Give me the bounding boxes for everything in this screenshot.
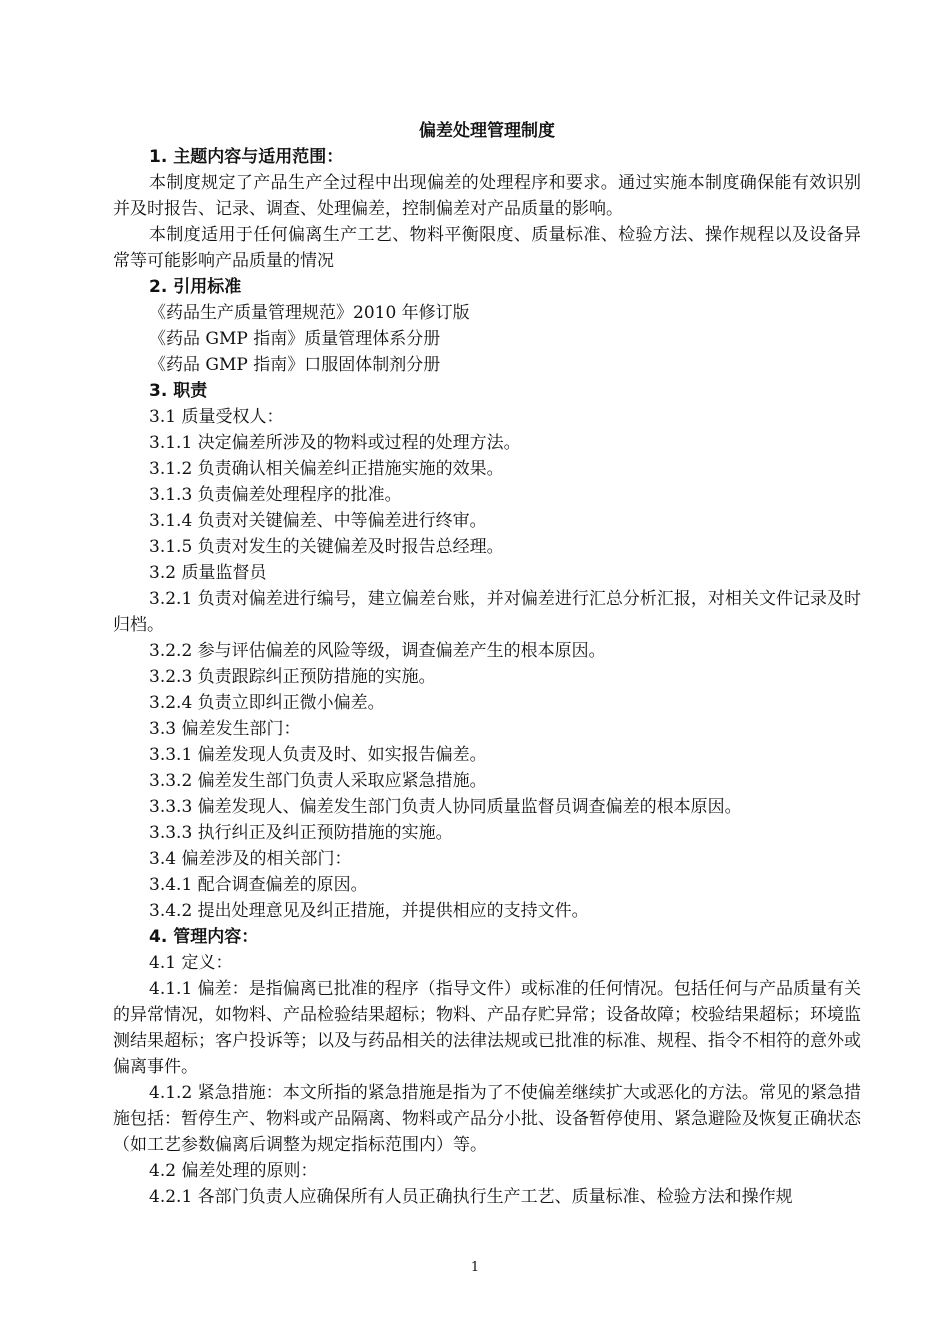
- paragraph: 3.1.5 负责对发生的关键偏差及时报告总经理。: [149, 537, 504, 557]
- paragraph: 3.2.2 参与评估偏差的风险等级，调查偏差产生的根本原因。: [149, 641, 606, 661]
- paragraph: 3.2.3 负责跟踪纠正预防措施的实施。: [149, 667, 436, 687]
- paragraph: 3.3 偏差发生部门：: [149, 719, 301, 739]
- section-heading: 1. 主题内容与适用范围：: [149, 147, 344, 167]
- paragraph: 4.1 定义：: [149, 953, 233, 973]
- paragraph: 3.2.1 负责对偏差进行编号，建立偏差台账，并对偏差进行汇总分析汇报，对相关文件记录及时归档。: [113, 589, 861, 635]
- paragraph: 本制度适用于任何偏离生产工艺、物料平衡限度、质量标准、检验方法、操作规程以及设备异常等可能影响产品质量的情况: [113, 225, 861, 271]
- paragraph: 4.2.1 各部门负责人应确保所有人员正确执行生产工艺、质量标准、检验方法和操作规: [149, 1187, 793, 1207]
- paragraph: 3.1.4 负责对关键偏差、中等偏差进行终审。: [149, 511, 487, 531]
- paragraph: 3.1 质量受权人：: [149, 407, 284, 427]
- paragraph: 3.4 偏差涉及的相关部门：: [149, 849, 352, 869]
- page-number: 1: [470, 1260, 480, 1275]
- paragraph: 《药品生产质量管理规范》2010 年修订版: [149, 303, 470, 323]
- paragraph: 3.3.3 执行纠正及纠正预防措施的实施。: [149, 823, 453, 843]
- paragraph: 3.3.1 偏差发现人负责及时、如实报告偏差。: [149, 745, 487, 765]
- paragraph: 《药品 GMP 指南》口服固体制剂分册: [149, 355, 441, 375]
- paragraph: 3.3.2 偏差发生部门负责人采取应紧急措施。: [149, 771, 487, 791]
- paragraph: 3.2 质量监督员: [149, 563, 267, 583]
- paragraph: 3.3.3 偏差发现人、偏差发生部门负责人协同质量监督员调查偏差的根本原因。: [149, 797, 742, 817]
- paragraph: 《药品 GMP 指南》质量管理体系分册: [149, 329, 441, 349]
- section-heading: 3. 职责: [149, 381, 208, 401]
- document-body: [113, 144, 861, 1210]
- paragraph: 4.1.1 偏差：是指偏离已批准的程序（指导文件）或标准的任何情况。包括任何与产品质量有关的异常情况，如物料、产品检验结果超标；物料、产品存贮异常；设备故障；校验结果超标；环境监测结果超标；客户投诉等；以及与药品相关的法律法规或已批准的标准、规程、指令不相符的意外或偏离事件。: [113, 979, 861, 1077]
- paragraph: 3.4.1 配合调查偏差的原因。: [149, 875, 368, 895]
- section-heading: 4. 管理内容：: [149, 927, 259, 947]
- paragraph: 4.2 偏差处理的原则：: [149, 1161, 318, 1181]
- paragraph: 3.4.2 提出处理意见及纠正措施，并提供相应的支持文件。: [149, 901, 589, 921]
- document-page: [113, 118, 861, 1210]
- paragraph: 3.2.4 负责立即纠正微小偏差。: [149, 693, 385, 713]
- paragraph: 3.1.2 负责确认相关偏差纠正措施实施的效果。: [149, 459, 504, 479]
- paragraph: 3.1.3 负责偏差处理程序的批准。: [149, 485, 402, 505]
- paragraph: 4.1.2 紧急措施：本文所指的紧急措施是指为了不使偏差继续扩大或恶化的方法。常见的紧急措施包括：暂停生产、物料或产品隔离、物料或产品分小批、设备暂停使用、紧急避险及恢复正确状态（如工艺参数偏离后调整为规定指标范围内）等。: [113, 1083, 861, 1155]
- section-heading: 2. 引用标准: [149, 277, 242, 297]
- paragraph: 3.1.1 决定偏差所涉及的物料或过程的处理方法。: [149, 433, 521, 453]
- paragraph: 本制度规定了产品生产全过程中出现偏差的处理程序和要求。通过实施本制度确保能有效识别并及时报告、记录、调查、处理偏差，控制偏差对产品质量的影响。: [113, 173, 861, 219]
- document-title: 偏差处理管理制度: [419, 121, 555, 141]
